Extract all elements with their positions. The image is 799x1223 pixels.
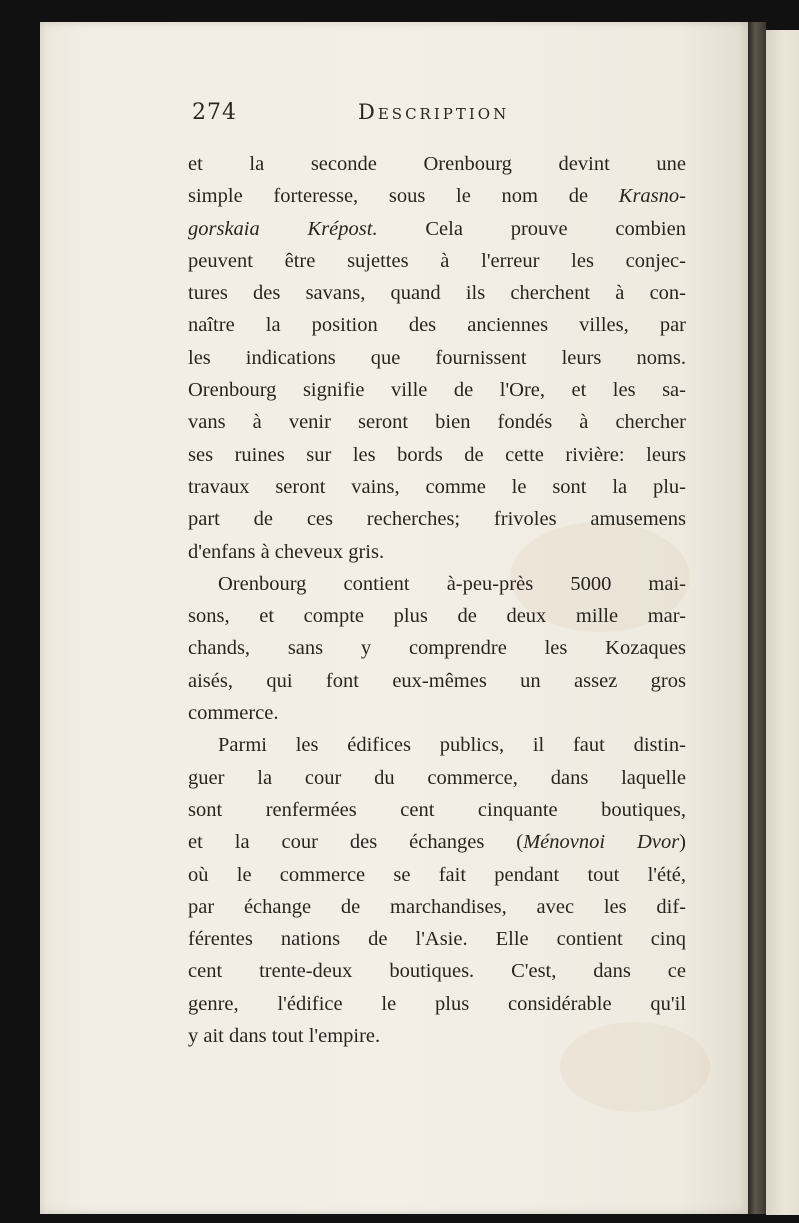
text-line: par échange de marchandises, avec les dif- (188, 895, 686, 918)
text-line: Orenbourg contient à-peu-près 5000 mai- (218, 572, 686, 595)
text-line: Orenbourg signifie ville de l'Ore, et les sa- (188, 379, 686, 402)
facing-page-edge (766, 30, 799, 1215)
page-number: 274 (192, 100, 237, 125)
text-line: et la seconde Orenbourg devint une (188, 153, 686, 175)
text-line: commerce. (188, 702, 279, 725)
text-line: sons, et compte plus de deux mille mar- (188, 605, 686, 628)
text-line: guer la cour du commerce, dans laquelle (188, 766, 686, 789)
text-line: travaux seront vains, comme le sont la plu- (188, 475, 686, 498)
text-line: férentes nations de l'Asie. Elle contient cinq (188, 928, 686, 951)
text-line: aisés, qui font eux-mêmes un assez gros (188, 669, 686, 692)
text-line: gorskaia Krépost. Cela prouve combien (188, 217, 686, 240)
text-line: naître la position des anciennes villes, par (188, 314, 686, 337)
text-line: cent trente-deux boutiques. C'est, dans ce (188, 960, 686, 983)
text-line: Parmi les édifices publics, il faut distin- (218, 734, 686, 757)
running-head: Description (358, 100, 510, 124)
text-line: part de ces recherches; frivoles amusemens (188, 508, 686, 531)
paragraph-2 (188, 568, 686, 729)
text-line: où le commerce se fait pendant tout l'été, (188, 863, 686, 886)
text-line: chands, sans y comprendre les Kozaques (188, 637, 686, 660)
text-line: peuvent être sujettes à l'erreur les conjec- (188, 249, 686, 272)
text-line: genre, l'édifice le plus considérable qu'il (188, 992, 686, 1015)
text-line: simple forteresse, sous le nom de Krasno- (188, 185, 686, 208)
page-gutter-edge (748, 22, 766, 1214)
page-header (192, 100, 532, 130)
body-text (188, 148, 686, 1052)
text-line: vans à venir seront bien fondés à chercher (188, 411, 686, 434)
paragraph-1 (188, 148, 686, 568)
paragraph-3 (188, 729, 686, 1052)
text-line: les indications que fournissent leurs noms. (188, 346, 686, 369)
text-line: ses ruines sur les bords de cette rivière: leurs (188, 443, 686, 466)
text-line: d'enfans à cheveux gris. (188, 540, 385, 563)
text-line: y ait dans tout l'empire. (188, 1025, 381, 1048)
text-line: tures des savans, quand ils cherchent à con- (188, 282, 686, 305)
text-line: sont renfermées cent cinquante boutiques, (188, 798, 686, 821)
text-line: et la cour des échanges (Ménovnoi Dvor) (188, 831, 686, 854)
